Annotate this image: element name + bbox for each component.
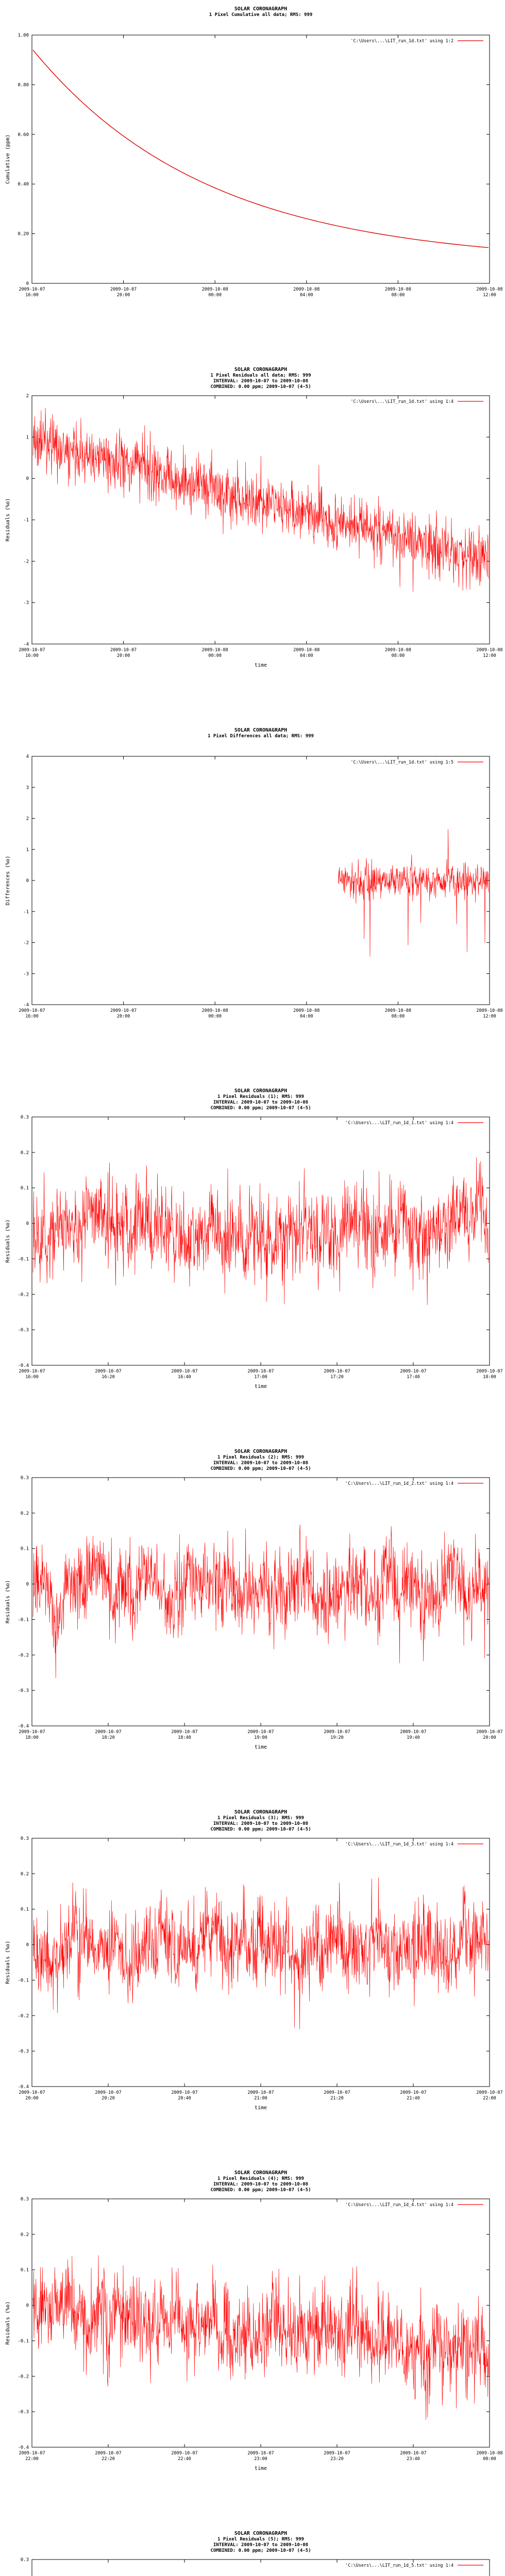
y-tick-label: 0 bbox=[26, 476, 29, 482]
x-tick-label: 2009-10-07 bbox=[95, 2451, 122, 2456]
y-tick-label: 0 bbox=[26, 1582, 29, 1587]
x-tick-label: 16:40 bbox=[178, 1375, 191, 1380]
y-tick-label: -0.3 bbox=[18, 2049, 29, 2055]
x-tick-label: 2009-10-07 bbox=[95, 1369, 122, 1374]
y-tick-label: 0.1 bbox=[20, 2267, 29, 2273]
chart-svg bbox=[0, 2524, 505, 2576]
chart-title-line: INTERVAL: 2009-10-07 to 2009-10-08 bbox=[213, 1100, 309, 1105]
x-tick-label: 21:20 bbox=[330, 2096, 344, 2101]
y-tick-label: 0.1 bbox=[20, 1546, 29, 1552]
x-tick-label: 2009-10-08 bbox=[201, 1008, 228, 1013]
chart-title-line: COMBINED: 0.00 ppm; 2009-10-07 (4-5) bbox=[210, 2548, 311, 2553]
chart-panel-8 bbox=[0, 2524, 505, 2576]
x-tick-label: 17:20 bbox=[330, 1375, 344, 1380]
x-tick-label: 2009-10-07 bbox=[400, 1369, 427, 1374]
y-tick-label: 0.2 bbox=[20, 1511, 29, 1516]
chart-title-line: COMBINED: 0.00 ppm; 2009-10-07 (4-5) bbox=[210, 1106, 311, 1111]
chart-title-line: SOLAR CORONAGRAPH bbox=[234, 727, 288, 733]
y-tick-label: -0.1 bbox=[18, 1257, 29, 1262]
y-tick-label: -0.4 bbox=[18, 1724, 29, 1729]
x-tick-label: 2009-10-08 bbox=[293, 287, 320, 292]
y-tick-label: 0.20 bbox=[18, 231, 29, 237]
x-tick-label: 20:00 bbox=[116, 653, 130, 658]
x-tick-label: 2009-10-07 bbox=[247, 1730, 274, 1735]
x-tick-label: 18:00 bbox=[25, 1735, 39, 1740]
x-tick-label: 2009-10-07 bbox=[324, 1369, 350, 1374]
plot-frame bbox=[32, 756, 490, 1005]
x-tick-label: 16:00 bbox=[25, 1014, 39, 1019]
x-tick-label: 20:00 bbox=[25, 2096, 39, 2101]
y-tick-label: 1 bbox=[26, 435, 29, 440]
x-tick-label: 2009-10-07 bbox=[171, 2451, 198, 2456]
x-tick-label: 2009-10-07 bbox=[19, 648, 45, 653]
chart-svg bbox=[0, 2164, 505, 2524]
y-tick-label: 2 bbox=[26, 816, 29, 822]
y-tick-label: -4 bbox=[23, 642, 29, 647]
x-tick-label: 19:20 bbox=[330, 1735, 344, 1740]
y-tick-label: -0.2 bbox=[18, 2374, 29, 2380]
plot-frame bbox=[32, 396, 490, 644]
y-tick-label: 0.3 bbox=[20, 2557, 29, 2563]
legend-label: 'C:\Users\...\LIT_run_1d.txt' using 1:5 bbox=[350, 760, 453, 765]
y-tick-label: -0.3 bbox=[18, 2410, 29, 2415]
x-tick-label: 20:20 bbox=[102, 2096, 115, 2101]
x-tick-label: 12:00 bbox=[483, 653, 496, 658]
y-tick-label: -1 bbox=[23, 518, 29, 523]
chart-title-line: INTERVAL: 2009-10-07 to 2009-10-08 bbox=[213, 379, 309, 384]
x-tick-label: 2009-10-07 bbox=[400, 1730, 427, 1735]
chart-title-line: COMBINED: 0.00 ppm; 2009-10-07 (4-5) bbox=[210, 2188, 311, 2193]
x-tick-label: 18:00 bbox=[483, 1375, 496, 1380]
x-tick-label: 2009-10-08 bbox=[476, 287, 503, 292]
y-tick-label: 1.00 bbox=[18, 33, 29, 38]
x-tick-label: 18:20 bbox=[102, 1735, 115, 1740]
chart-title-line: 1 Pixel Residuals (4); RMS: 999 bbox=[217, 2176, 304, 2181]
x-tick-label: 2009-10-07 bbox=[476, 2090, 503, 2095]
y-tick-label: 0 bbox=[26, 281, 29, 286]
x-tick-label: 08:00 bbox=[391, 1014, 405, 1019]
x-tick-label: 2009-10-07 bbox=[476, 1369, 503, 1374]
chart-title-line: 1 Pixel Residuals all data; RMS: 999 bbox=[210, 373, 311, 378]
chart-svg bbox=[0, 361, 505, 721]
x-tick-label: 2009-10-08 bbox=[384, 1008, 411, 1013]
y-tick-label: 0.3 bbox=[20, 1836, 29, 1841]
x-tick-label: 19:40 bbox=[407, 1735, 420, 1740]
x-tick-label: 00:00 bbox=[208, 1014, 222, 1019]
y-tick-label: 0 bbox=[26, 2303, 29, 2309]
x-axis-label: time bbox=[254, 1744, 267, 1750]
y-tick-label: 0.1 bbox=[20, 1907, 29, 1912]
chart-panel-5 bbox=[0, 1443, 505, 1803]
y-tick-label: 0.2 bbox=[20, 2232, 29, 2238]
x-tick-label: 20:00 bbox=[116, 293, 130, 298]
x-tick-label: 20:40 bbox=[178, 2096, 191, 2101]
chart-title-line: INTERVAL: 2009-10-07 to 2009-10-08 bbox=[213, 2182, 309, 2187]
chart-title-line: SOLAR CORONAGRAPH bbox=[234, 6, 288, 12]
x-tick-label: 04:00 bbox=[300, 293, 313, 298]
y-tick-label: -0.2 bbox=[18, 1653, 29, 1658]
x-tick-label: 18:40 bbox=[178, 1735, 191, 1740]
chart-svg bbox=[0, 1443, 505, 1803]
x-tick-label: 12:00 bbox=[483, 293, 496, 298]
y-tick-label: -2 bbox=[23, 559, 29, 565]
y-tick-label: 0 bbox=[26, 1221, 29, 1227]
y-tick-label: -3 bbox=[23, 600, 29, 606]
chart-panel-6 bbox=[0, 1803, 505, 2164]
chart-title-line: INTERVAL: 2009-10-07 to 2009-10-08 bbox=[213, 1461, 309, 1466]
x-tick-label: 2009-10-07 bbox=[19, 1369, 45, 1374]
y-axis-label: Residuals (%o) bbox=[5, 2301, 11, 2345]
chart-title-line: INTERVAL: 2009-10-07 to 2009-10-08 bbox=[213, 2543, 309, 2548]
chart-panel-7 bbox=[0, 2164, 505, 2524]
chart-title-line: 1 Pixel Differences all data; RMS: 999 bbox=[208, 734, 314, 739]
x-tick-label: 00:00 bbox=[483, 2456, 496, 2462]
x-tick-label: 2009-10-07 bbox=[19, 1008, 45, 1013]
y-tick-label: 3 bbox=[26, 785, 29, 791]
x-tick-label: 2009-10-08 bbox=[293, 648, 320, 653]
y-tick-label: -0.4 bbox=[18, 2084, 29, 2090]
x-tick-label: 22:20 bbox=[102, 2456, 115, 2462]
y-tick-label: 2 bbox=[26, 394, 29, 399]
x-axis-label: time bbox=[254, 663, 267, 668]
y-tick-label: -0.3 bbox=[18, 1328, 29, 1333]
y-tick-label: -0.3 bbox=[18, 1688, 29, 1694]
y-tick-label: 0.3 bbox=[20, 2197, 29, 2202]
chart-svg bbox=[0, 0, 505, 361]
y-tick-label: 0.40 bbox=[18, 182, 29, 188]
legend-label: 'C:\Users\...\LIT_run_1d_5.txt' using 1:4 bbox=[345, 2563, 453, 2568]
x-tick-label: 2009-10-08 bbox=[201, 648, 228, 653]
chart-title-line: COMBINED: 0.00 ppm; 2009-10-07 (4-5) bbox=[210, 1827, 311, 1832]
chart-title-line: 1 Pixel Residuals (5); RMS: 999 bbox=[217, 2537, 304, 2542]
x-tick-label: 16:00 bbox=[25, 1375, 39, 1380]
chart-svg bbox=[0, 1082, 505, 1443]
x-tick-label: 2009-10-07 bbox=[247, 1369, 274, 1374]
y-tick-label: -1 bbox=[23, 909, 29, 915]
x-tick-label: 22:40 bbox=[178, 2456, 191, 2462]
x-tick-label: 17:40 bbox=[407, 1375, 420, 1380]
legend-label: 'C:\Users\...\LIT_run_1d.txt' using 1:4 bbox=[350, 399, 453, 404]
x-tick-label: 2009-10-07 bbox=[19, 2451, 45, 2456]
x-tick-label: 21:00 bbox=[254, 2096, 267, 2101]
x-tick-label: 2009-10-07 bbox=[95, 1730, 122, 1735]
x-axis-label: time bbox=[254, 2466, 267, 2471]
y-axis-label: Residuals (%o) bbox=[5, 1580, 11, 1624]
y-tick-label: -0.1 bbox=[18, 1978, 29, 1984]
y-axis-label: Differences (%o) bbox=[5, 855, 11, 906]
y-tick-label: -0.1 bbox=[18, 2338, 29, 2344]
y-tick-label: 0.1 bbox=[20, 1185, 29, 1191]
y-tick-label: 0 bbox=[26, 878, 29, 884]
x-tick-label: 23:40 bbox=[407, 2456, 420, 2462]
x-tick-label: 2009-10-07 bbox=[19, 287, 45, 292]
y-tick-label: -2 bbox=[23, 940, 29, 946]
legend-label: 'C:\Users\...\LIT_run_1d_1.txt' using 1:4 bbox=[345, 1121, 453, 1126]
plot-frame bbox=[32, 35, 490, 283]
x-tick-label: 2009-10-07 bbox=[247, 2090, 274, 2095]
y-tick-label: 0.2 bbox=[20, 1150, 29, 1156]
x-tick-label: 23:20 bbox=[330, 2456, 344, 2462]
x-tick-label: 2009-10-07 bbox=[400, 2090, 427, 2095]
x-tick-label: 19:00 bbox=[254, 1735, 267, 1740]
chart-title-line: SOLAR CORONAGRAPH bbox=[234, 367, 288, 372]
x-tick-label: 2009-10-07 bbox=[324, 2090, 350, 2095]
x-tick-label: 2009-10-07 bbox=[476, 1730, 503, 1735]
chart-title-line: 1 Pixel Residuals (1); RMS: 999 bbox=[217, 1094, 304, 1099]
x-tick-label: 2009-10-08 bbox=[201, 287, 228, 292]
chart-title-line: SOLAR CORONAGRAPH bbox=[234, 2170, 288, 2176]
chart-panel-2 bbox=[0, 361, 505, 721]
y-tick-label: 0.80 bbox=[18, 82, 29, 88]
chart-title-line: SOLAR CORONAGRAPH bbox=[234, 2531, 288, 2536]
x-axis-label: time bbox=[254, 2105, 267, 2111]
chart-title-line: INTERVAL: 2009-10-07 to 2009-10-08 bbox=[213, 1821, 309, 1826]
x-tick-label: 08:00 bbox=[391, 293, 405, 298]
x-tick-label: 04:00 bbox=[300, 653, 313, 658]
x-tick-label: 16:00 bbox=[25, 293, 39, 298]
x-tick-label: 23:00 bbox=[254, 2456, 267, 2462]
chart-title-line: 1 Pixel Residuals (3); RMS: 999 bbox=[217, 1816, 304, 1821]
legend-label: 'C:\Users\...\LIT_run_1d_4.txt' using 1:4 bbox=[345, 2202, 453, 2208]
x-tick-label: 2009-10-07 bbox=[324, 2451, 350, 2456]
chart-title-line: SOLAR CORONAGRAPH bbox=[234, 1088, 288, 1094]
y-tick-label: -0.4 bbox=[18, 1363, 29, 1368]
y-axis-label: Residuals (%o) bbox=[5, 498, 11, 542]
chart-svg bbox=[0, 1803, 505, 2164]
chart-panel-3 bbox=[0, 721, 505, 1082]
x-tick-label: 22:00 bbox=[483, 2096, 496, 2101]
y-tick-label: 1 bbox=[26, 847, 29, 853]
x-tick-label: 22:00 bbox=[25, 2456, 39, 2462]
y-tick-label: 0.3 bbox=[20, 1476, 29, 1481]
x-tick-label: 17:00 bbox=[254, 1375, 267, 1380]
x-tick-label: 2009-10-07 bbox=[95, 2090, 122, 2095]
legend-label: 'C:\Users\...\LIT_run_1d.txt' using 1:2 bbox=[350, 39, 453, 44]
y-tick-label: 0.3 bbox=[20, 1115, 29, 1120]
legend-label: 'C:\Users\...\LIT_run_1d_3.txt' using 1:4 bbox=[345, 1842, 453, 1847]
y-tick-label: -0.1 bbox=[18, 1617, 29, 1623]
x-tick-label: 08:00 bbox=[391, 653, 405, 658]
chart-title-line: SOLAR CORONAGRAPH bbox=[234, 1809, 288, 1815]
x-tick-label: 16:20 bbox=[102, 1375, 115, 1380]
chart-title-line: 1 Pixel Cumulative all data; RMS: 999 bbox=[209, 12, 313, 18]
x-tick-label: 2009-10-07 bbox=[110, 1008, 137, 1013]
x-tick-label: 12:00 bbox=[483, 1014, 496, 1019]
x-tick-label: 2009-10-07 bbox=[171, 1730, 198, 1735]
x-tick-label: 20:00 bbox=[483, 1735, 496, 1740]
x-tick-label: 2009-10-07 bbox=[19, 2090, 45, 2095]
plot-frame bbox=[32, 1838, 490, 2087]
x-tick-label: 04:00 bbox=[300, 1014, 313, 1019]
x-tick-label: 2009-10-07 bbox=[171, 1369, 198, 1374]
y-tick-label: 0.60 bbox=[18, 132, 29, 138]
x-tick-label: 21:40 bbox=[407, 2096, 420, 2101]
x-tick-label: 00:00 bbox=[208, 293, 222, 298]
x-tick-label: 2009-10-07 bbox=[110, 287, 137, 292]
chart-title-line: 1 Pixel Residuals (2); RMS: 999 bbox=[217, 1455, 304, 1460]
x-tick-label: 00:00 bbox=[208, 653, 222, 658]
chart-title-line: COMBINED: 0.00 ppm; 2009-10-07 (4-5) bbox=[210, 1466, 311, 1471]
x-tick-label: 2009-10-08 bbox=[476, 1008, 503, 1013]
y-tick-label: -0.4 bbox=[18, 2445, 29, 2450]
y-tick-label: 4 bbox=[26, 754, 29, 759]
y-tick-label: -0.2 bbox=[18, 2013, 29, 2019]
x-tick-label: 2009-10-08 bbox=[476, 648, 503, 653]
y-axis-label: Residuals (%o) bbox=[5, 1940, 11, 1985]
x-tick-label: 2009-10-08 bbox=[293, 1008, 320, 1013]
x-tick-label: 2009-10-07 bbox=[171, 2090, 198, 2095]
x-tick-label: 2009-10-07 bbox=[19, 1730, 45, 1735]
y-tick-label: 0.2 bbox=[20, 1871, 29, 1877]
y-tick-label: -4 bbox=[23, 1003, 29, 1008]
chart-svg bbox=[0, 721, 505, 1082]
x-tick-label: 20:00 bbox=[116, 1014, 130, 1019]
y-tick-label: -0.2 bbox=[18, 1292, 29, 1298]
x-tick-label: 16:00 bbox=[25, 653, 39, 658]
x-tick-label: 2009-10-08 bbox=[384, 648, 411, 653]
chart-title-line: SOLAR CORONAGRAPH bbox=[234, 1449, 288, 1454]
x-tick-label: 2009-10-07 bbox=[324, 1730, 350, 1735]
chart-panel-1 bbox=[0, 0, 505, 361]
y-axis-label: Cumulative (ppm) bbox=[5, 134, 11, 184]
y-tick-label: 0 bbox=[26, 1942, 29, 1948]
x-axis-label: time bbox=[254, 1384, 267, 1389]
legend-label: 'C:\Users\...\LIT_run_1d_2.txt' using 1:4 bbox=[345, 1481, 453, 1486]
chart-title-line: COMBINED: 0.00 ppm; 2009-10-07 (4-5) bbox=[210, 384, 311, 389]
x-tick-label: 2009-10-07 bbox=[110, 648, 137, 653]
x-tick-label: 2009-10-07 bbox=[247, 2451, 274, 2456]
x-tick-label: 2009-10-08 bbox=[384, 287, 411, 292]
x-tick-label: 2009-10-07 bbox=[400, 2451, 427, 2456]
chart-panel-4 bbox=[0, 1082, 505, 1443]
x-tick-label: 2009-10-08 bbox=[476, 2451, 503, 2456]
y-tick-label: -3 bbox=[23, 971, 29, 977]
y-axis-label: Residuals (%o) bbox=[5, 1219, 11, 1263]
